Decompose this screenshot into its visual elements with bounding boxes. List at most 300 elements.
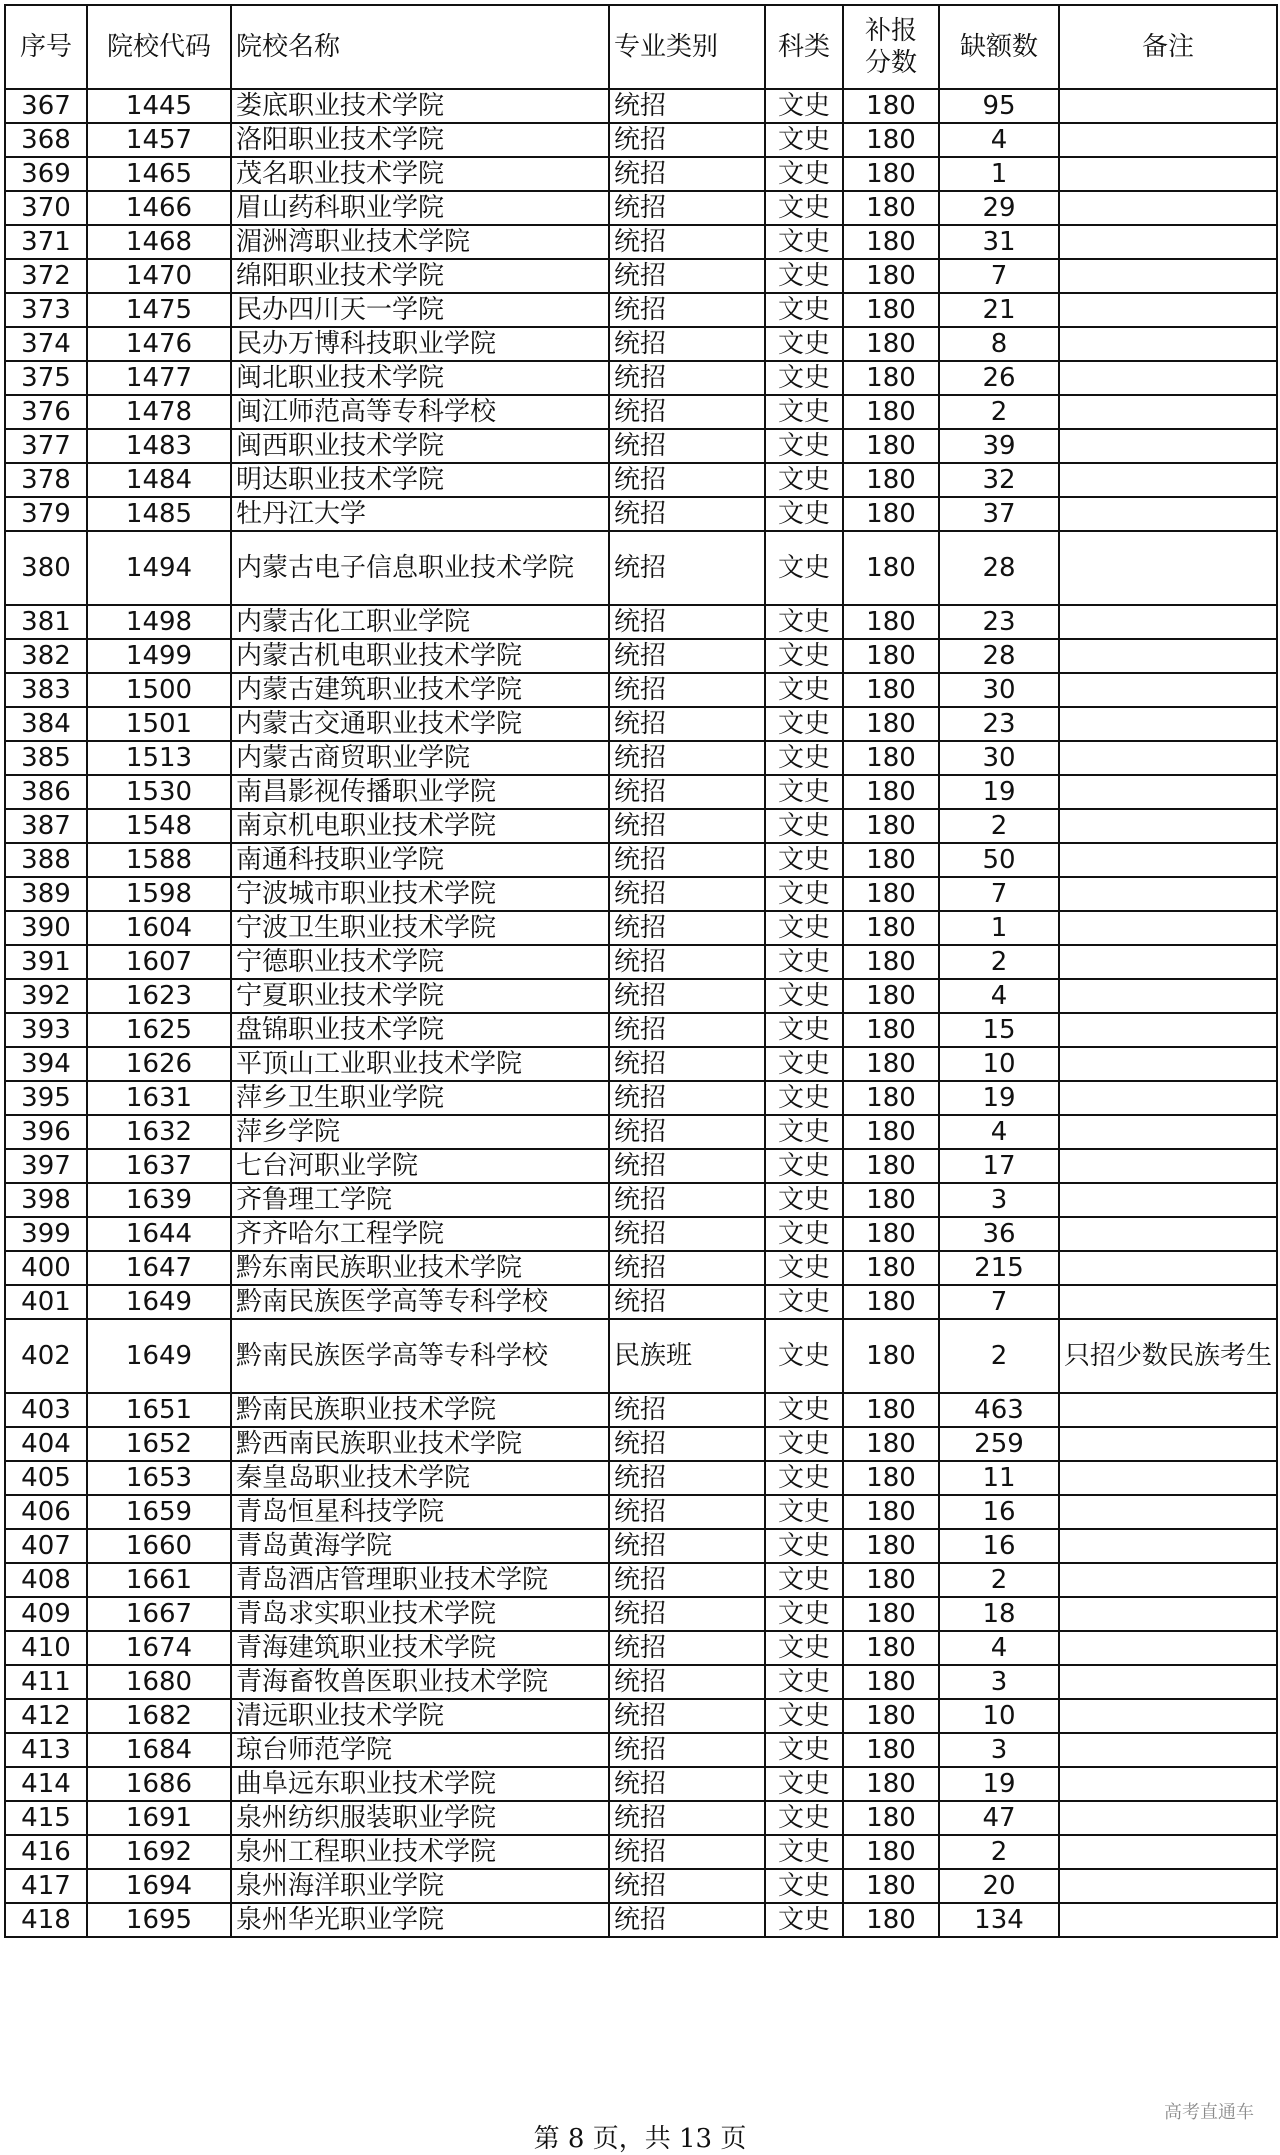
serial-number-cell: 416: [5, 1835, 87, 1869]
supplementary-score-cell: 180: [843, 707, 939, 741]
remarks-cell: [1059, 531, 1277, 605]
school-code-cell: 1667: [87, 1597, 231, 1631]
supplementary-score-cell: 180: [843, 1013, 939, 1047]
header-vacancy-count: 缺额数: [939, 5, 1059, 89]
vacancy-count-cell: 3: [939, 1733, 1059, 1767]
table-row: [5, 225, 1277, 259]
school-name-cell: 南京机电职业技术学院: [231, 809, 609, 843]
school-code-cell: 1653: [87, 1461, 231, 1495]
serial-number-cell: 394: [5, 1047, 87, 1081]
serial-number-cell: 374: [5, 327, 87, 361]
subject-track-cell: 文史: [765, 1081, 843, 1115]
school-name-cell: 闽北职业技术学院: [231, 361, 609, 395]
subject-track-cell: 文史: [765, 1563, 843, 1597]
major-category-cell: 统招: [609, 1285, 765, 1319]
major-category-cell: 统招: [609, 1733, 765, 1767]
subject-track-cell: 文史: [765, 497, 843, 531]
subject-track-cell: 文史: [765, 605, 843, 639]
remarks-cell: [1059, 497, 1277, 531]
school-code-cell: 1625: [87, 1013, 231, 1047]
school-code-cell: 1478: [87, 395, 231, 429]
table-row: [5, 605, 1277, 639]
header-subject-track: 科类: [765, 5, 843, 89]
serial-number-cell: 411: [5, 1665, 87, 1699]
vacancy-count-cell: 19: [939, 1767, 1059, 1801]
table-row: [5, 123, 1277, 157]
serial-number-cell: 418: [5, 1903, 87, 1937]
remarks-cell: [1059, 1149, 1277, 1183]
table-row: [5, 911, 1277, 945]
school-code-cell: 1649: [87, 1285, 231, 1319]
major-category-cell: 统招: [609, 877, 765, 911]
serial-number-cell: 403: [5, 1393, 87, 1427]
subject-track-cell: 文史: [765, 1529, 843, 1563]
serial-number-cell: 384: [5, 707, 87, 741]
serial-number-cell: 389: [5, 877, 87, 911]
school-name-cell: 内蒙古化工职业学院: [231, 605, 609, 639]
school-name-cell: 萍乡卫生职业学院: [231, 1081, 609, 1115]
subject-track-cell: 文史: [765, 429, 843, 463]
table-row: [5, 1767, 1277, 1801]
remarks-cell: [1059, 429, 1277, 463]
school-name-cell: 闽西职业技术学院: [231, 429, 609, 463]
major-category-cell: 统招: [609, 843, 765, 877]
school-code-cell: 1548: [87, 809, 231, 843]
major-category-cell: 统招: [609, 1013, 765, 1047]
subject-track-cell: 文史: [765, 707, 843, 741]
subject-track-cell: 文史: [765, 293, 843, 327]
serial-number-cell: 417: [5, 1869, 87, 1903]
remarks-cell: [1059, 1047, 1277, 1081]
vacancy-count-cell: 26: [939, 361, 1059, 395]
table-row: [5, 673, 1277, 707]
table-row: [5, 1461, 1277, 1495]
school-name-cell: 内蒙古商贸职业学院: [231, 741, 609, 775]
remarks-cell: [1059, 1461, 1277, 1495]
serial-number-cell: 405: [5, 1461, 87, 1495]
subject-track-cell: 文史: [765, 1699, 843, 1733]
supplementary-score-cell: 180: [843, 1183, 939, 1217]
vacancy-count-cell: 2: [939, 1563, 1059, 1597]
school-code-cell: 1684: [87, 1733, 231, 1767]
vacancy-count-cell: 28: [939, 639, 1059, 673]
subject-track-cell: 文史: [765, 775, 843, 809]
school-name-cell: 明达职业技术学院: [231, 463, 609, 497]
supplementary-score-cell: 180: [843, 191, 939, 225]
remarks-cell: [1059, 1767, 1277, 1801]
table-row: [5, 1115, 1277, 1149]
supplementary-score-cell: 180: [843, 911, 939, 945]
vacancy-count-cell: 29: [939, 191, 1059, 225]
school-name-cell: 内蒙古交通职业技术学院: [231, 707, 609, 741]
table-row: [5, 531, 1277, 605]
supplementary-score-cell: 180: [843, 463, 939, 497]
table-row: [5, 741, 1277, 775]
vacancy-count-cell: 17: [939, 1149, 1059, 1183]
school-name-cell: 青海建筑职业技术学院: [231, 1631, 609, 1665]
table-row: [5, 429, 1277, 463]
supplementary-score-cell: 180: [843, 741, 939, 775]
table-row: [5, 293, 1277, 327]
subject-track-cell: 文史: [765, 1631, 843, 1665]
vacancy-count-cell: 4: [939, 1631, 1059, 1665]
vacancy-count-cell: 4: [939, 123, 1059, 157]
supplementary-score-cell: 180: [843, 429, 939, 463]
supplementary-score-cell: 180: [843, 1767, 939, 1801]
table-row: [5, 361, 1277, 395]
school-code-cell: 1686: [87, 1767, 231, 1801]
supplementary-score-cell: 180: [843, 1149, 939, 1183]
table-row: [5, 639, 1277, 673]
school-code-cell: 1604: [87, 911, 231, 945]
serial-number-cell: 377: [5, 429, 87, 463]
major-category-cell: 统招: [609, 327, 765, 361]
subject-track-cell: 文史: [765, 1427, 843, 1461]
school-code-cell: 1498: [87, 605, 231, 639]
serial-number-cell: 378: [5, 463, 87, 497]
subject-track-cell: 文史: [765, 809, 843, 843]
serial-number-cell: 407: [5, 1529, 87, 1563]
remarks-cell: [1059, 1665, 1277, 1699]
serial-number-cell: 370: [5, 191, 87, 225]
vacancy-count-cell: 2: [939, 395, 1059, 429]
subject-track-cell: 文史: [765, 1217, 843, 1251]
remarks-cell: [1059, 1251, 1277, 1285]
school-code-cell: 1652: [87, 1427, 231, 1461]
table-row: [5, 1631, 1277, 1665]
school-code-cell: 1530: [87, 775, 231, 809]
major-category-cell: 统招: [609, 945, 765, 979]
header-serial-number: 序号: [5, 5, 87, 89]
school-code-cell: 1661: [87, 1563, 231, 1597]
school-code-cell: 1598: [87, 877, 231, 911]
remarks-cell: [1059, 1801, 1277, 1835]
school-name-cell: 泉州海洋职业学院: [231, 1869, 609, 1903]
major-category-cell: 统招: [609, 361, 765, 395]
serial-number-cell: 371: [5, 225, 87, 259]
remarks-cell: [1059, 945, 1277, 979]
subject-track-cell: 文史: [765, 463, 843, 497]
table-row: [5, 327, 1277, 361]
supplementary-score-cell: 180: [843, 1319, 939, 1393]
table-row: [5, 1427, 1277, 1461]
serial-number-cell: 367: [5, 89, 87, 123]
remarks-cell: [1059, 673, 1277, 707]
subject-track-cell: 文史: [765, 531, 843, 605]
major-category-cell: 统招: [609, 531, 765, 605]
major-category-cell: 统招: [609, 1563, 765, 1597]
subject-track-cell: 文史: [765, 1495, 843, 1529]
school-name-cell: 茂名职业技术学院: [231, 157, 609, 191]
school-code-cell: 1691: [87, 1801, 231, 1835]
major-category-cell: 统招: [609, 1767, 765, 1801]
supplementary-score-cell: 180: [843, 979, 939, 1013]
vacancy-count-cell: 463: [939, 1393, 1059, 1427]
subject-track-cell: 文史: [765, 1801, 843, 1835]
subject-track-cell: 文史: [765, 89, 843, 123]
serial-number-cell: 391: [5, 945, 87, 979]
major-category-cell: 统招: [609, 1665, 765, 1699]
table-row: [5, 463, 1277, 497]
school-name-cell: 湄洲湾职业技术学院: [231, 225, 609, 259]
school-name-cell: 内蒙古电子信息职业技术学院: [231, 531, 609, 605]
remarks-cell: [1059, 1631, 1277, 1665]
serial-number-cell: 388: [5, 843, 87, 877]
school-code-cell: 1660: [87, 1529, 231, 1563]
subject-track-cell: 文史: [765, 1869, 843, 1903]
major-category-cell: 统招: [609, 225, 765, 259]
subject-track-cell: 文史: [765, 1665, 843, 1699]
school-name-cell: 青海畜牧兽医职业技术学院: [231, 1665, 609, 1699]
supplementary-score-cell: 180: [843, 1869, 939, 1903]
school-code-cell: 1466: [87, 191, 231, 225]
vacancy-count-cell: 32: [939, 463, 1059, 497]
school-name-cell: 青岛酒店管理职业技术学院: [231, 1563, 609, 1597]
subject-track-cell: 文史: [765, 1597, 843, 1631]
remarks-cell: [1059, 1699, 1277, 1733]
supplementary-score-cell: 180: [843, 1699, 939, 1733]
supplementary-score-cell: 180: [843, 361, 939, 395]
serial-number-cell: 404: [5, 1427, 87, 1461]
vacancy-count-cell: 2: [939, 1835, 1059, 1869]
major-category-cell: 统招: [609, 1869, 765, 1903]
school-code-cell: 1475: [87, 293, 231, 327]
school-name-cell: 民办四川天一学院: [231, 293, 609, 327]
school-code-cell: 1651: [87, 1393, 231, 1427]
supplementary-score-cell: 180: [843, 395, 939, 429]
school-name-cell: 黔南民族医学高等专科学校: [231, 1319, 609, 1393]
school-code-cell: 1694: [87, 1869, 231, 1903]
serial-number-cell: 402: [5, 1319, 87, 1393]
school-name-cell: 齐齐哈尔工程学院: [231, 1217, 609, 1251]
table-row: [5, 1495, 1277, 1529]
school-name-cell: 宁夏职业技术学院: [231, 979, 609, 1013]
supplementary-score-cell: 180: [843, 123, 939, 157]
major-category-cell: 统招: [609, 1801, 765, 1835]
major-category-cell: 统招: [609, 1461, 765, 1495]
table-row: [5, 775, 1277, 809]
remarks-cell: [1059, 327, 1277, 361]
table-row: [5, 1149, 1277, 1183]
remarks-cell: [1059, 1495, 1277, 1529]
header-school-code: 院校代码: [87, 5, 231, 89]
vacancy-count-cell: 37: [939, 497, 1059, 531]
major-category-cell: 统招: [609, 259, 765, 293]
table-row: [5, 1251, 1277, 1285]
remarks-cell: [1059, 157, 1277, 191]
school-name-cell: 民办万博科技职业学院: [231, 327, 609, 361]
school-code-cell: 1644: [87, 1217, 231, 1251]
serial-number-cell: 401: [5, 1285, 87, 1319]
table-row: [5, 1319, 1277, 1393]
serial-number-cell: 373: [5, 293, 87, 327]
serial-number-cell: 414: [5, 1767, 87, 1801]
remarks-cell: [1059, 1393, 1277, 1427]
supplementary-score-cell: 180: [843, 1217, 939, 1251]
vacancy-count-cell: 134: [939, 1903, 1059, 1937]
remarks-cell: [1059, 463, 1277, 497]
table-row: [5, 707, 1277, 741]
supplementary-score-cell: 180: [843, 775, 939, 809]
vacancy-count-cell: 18: [939, 1597, 1059, 1631]
major-category-cell: 统招: [609, 1427, 765, 1461]
subject-track-cell: 文史: [765, 1047, 843, 1081]
supplementary-score-cell: 180: [843, 1903, 939, 1937]
major-category-cell: 统招: [609, 1217, 765, 1251]
serial-number-cell: 390: [5, 911, 87, 945]
remarks-cell: [1059, 1013, 1277, 1047]
vacancy-count-cell: 4: [939, 1115, 1059, 1149]
school-name-cell: 秦皇岛职业技术学院: [231, 1461, 609, 1495]
major-category-cell: 统招: [609, 1631, 765, 1665]
subject-track-cell: 文史: [765, 911, 843, 945]
school-code-cell: 1632: [87, 1115, 231, 1149]
school-name-cell: 内蒙古建筑职业技术学院: [231, 673, 609, 707]
school-name-cell: 绵阳职业技术学院: [231, 259, 609, 293]
major-category-cell: 统招: [609, 1835, 765, 1869]
vacancy-count-cell: 7: [939, 877, 1059, 911]
school-code-cell: 1682: [87, 1699, 231, 1733]
school-name-cell: 黔东南民族职业技术学院: [231, 1251, 609, 1285]
school-code-cell: 1484: [87, 463, 231, 497]
subject-track-cell: 文史: [765, 843, 843, 877]
table-row: [5, 1529, 1277, 1563]
serial-number-cell: 385: [5, 741, 87, 775]
supplementary-score-cell: 180: [843, 497, 939, 531]
remarks-cell: [1059, 361, 1277, 395]
remarks-cell: [1059, 741, 1277, 775]
vacancy-count-cell: 20: [939, 1869, 1059, 1903]
serial-number-cell: 372: [5, 259, 87, 293]
school-code-cell: 1468: [87, 225, 231, 259]
supplementary-score-cell: 180: [843, 1427, 939, 1461]
table-row: [5, 395, 1277, 429]
vacancy-count-cell: 16: [939, 1495, 1059, 1529]
table-row: [5, 809, 1277, 843]
remarks-cell: [1059, 1835, 1277, 1869]
serial-number-cell: 406: [5, 1495, 87, 1529]
serial-number-cell: 368: [5, 123, 87, 157]
school-code-cell: 1476: [87, 327, 231, 361]
table-row: [5, 89, 1277, 123]
subject-track-cell: 文史: [765, 639, 843, 673]
remarks-cell: [1059, 293, 1277, 327]
supplementary-score-cell: 180: [843, 259, 939, 293]
major-category-cell: 统招: [609, 1183, 765, 1217]
school-name-cell: 七台河职业学院: [231, 1149, 609, 1183]
vacancy-count-cell: 16: [939, 1529, 1059, 1563]
major-category-cell: 统招: [609, 123, 765, 157]
source-watermark: 高考直通车: [1164, 2102, 1254, 2123]
vacancy-count-cell: 3: [939, 1183, 1059, 1217]
serial-number-cell: 382: [5, 639, 87, 673]
table-row: [5, 1013, 1277, 1047]
serial-number-cell: 387: [5, 809, 87, 843]
supplementary-score-cell: 180: [843, 1801, 939, 1835]
vacancy-count-cell: 50: [939, 843, 1059, 877]
serial-number-cell: 386: [5, 775, 87, 809]
school-name-cell: 宁德职业技术学院: [231, 945, 609, 979]
supplementary-score-cell: 180: [843, 945, 939, 979]
school-code-cell: 1692: [87, 1835, 231, 1869]
major-category-cell: 统招: [609, 429, 765, 463]
school-code-cell: 1626: [87, 1047, 231, 1081]
major-category-cell: 统招: [609, 775, 765, 809]
school-name-cell: 眉山药科职业学院: [231, 191, 609, 225]
school-code-cell: 1623: [87, 979, 231, 1013]
header-supplementary-score: 补报 分数: [843, 5, 939, 89]
subject-track-cell: 文史: [765, 1013, 843, 1047]
vacancy-count-cell: 23: [939, 605, 1059, 639]
supplementary-score-cell: 180: [843, 843, 939, 877]
major-category-cell: 统招: [609, 605, 765, 639]
remarks-cell: [1059, 259, 1277, 293]
remarks-cell: [1059, 911, 1277, 945]
remarks-cell: [1059, 1081, 1277, 1115]
remarks-cell: [1059, 809, 1277, 843]
school-code-cell: 1674: [87, 1631, 231, 1665]
major-category-cell: 统招: [609, 1597, 765, 1631]
school-name-cell: 宁波城市职业技术学院: [231, 877, 609, 911]
school-name-cell: 黔西南民族职业技术学院: [231, 1427, 609, 1461]
school-name-cell: 青岛恒星科技学院: [231, 1495, 609, 1529]
subject-track-cell: 文史: [765, 877, 843, 911]
table-row: [5, 1801, 1277, 1835]
serial-number-cell: 393: [5, 1013, 87, 1047]
serial-number-cell: 412: [5, 1699, 87, 1733]
subject-track-cell: 文史: [765, 1835, 843, 1869]
table-row: [5, 1081, 1277, 1115]
vacancy-count-cell: 1: [939, 157, 1059, 191]
page-number-footer: 第 8 页，共 13 页: [533, 2124, 747, 2154]
serial-number-cell: 397: [5, 1149, 87, 1183]
remarks-cell: [1059, 1733, 1277, 1767]
school-name-cell: 平顶山工业职业技术学院: [231, 1047, 609, 1081]
subject-track-cell: 文史: [765, 1149, 843, 1183]
school-code-cell: 1513: [87, 741, 231, 775]
subject-track-cell: 文史: [765, 1183, 843, 1217]
table-row: [5, 843, 1277, 877]
school-code-cell: 1680: [87, 1665, 231, 1699]
vacancy-count-cell: 10: [939, 1047, 1059, 1081]
supplementary-score-cell: 180: [843, 605, 939, 639]
subject-track-cell: 文史: [765, 1767, 843, 1801]
serial-number-cell: 380: [5, 531, 87, 605]
serial-number-cell: 379: [5, 497, 87, 531]
school-code-cell: 1483: [87, 429, 231, 463]
school-code-cell: 1485: [87, 497, 231, 531]
vacancy-count-cell: 259: [939, 1427, 1059, 1461]
subject-track-cell: 文史: [765, 259, 843, 293]
supplementary-score-cell: 180: [843, 1835, 939, 1869]
remarks-cell: [1059, 1183, 1277, 1217]
vacancy-count-cell: 3: [939, 1665, 1059, 1699]
school-code-cell: 1647: [87, 1251, 231, 1285]
table-row: [5, 1183, 1277, 1217]
school-code-cell: 1607: [87, 945, 231, 979]
table-row: [5, 1665, 1277, 1699]
remarks-cell: [1059, 1529, 1277, 1563]
remarks-cell: [1059, 1427, 1277, 1461]
vacancy-count-cell: 36: [939, 1217, 1059, 1251]
remarks-cell: [1059, 225, 1277, 259]
serial-number-cell: 383: [5, 673, 87, 707]
major-category-cell: 民族班: [609, 1319, 765, 1393]
supplementary-score-cell: 180: [843, 877, 939, 911]
supplementary-score-cell: 180: [843, 1495, 939, 1529]
vacancy-count-cell: 2: [939, 945, 1059, 979]
school-name-cell: 南昌影视传播职业学院: [231, 775, 609, 809]
